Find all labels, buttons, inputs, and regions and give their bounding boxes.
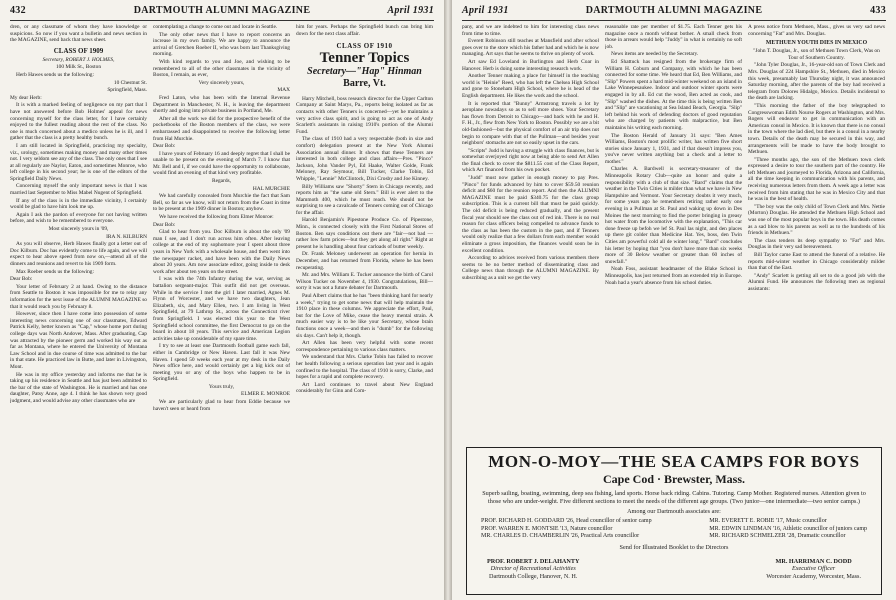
text-paragraph: Art saw Ed Loveland in Burlington and Herb Coar in Hanover. Herb is doing some interesting research work. (462, 58, 599, 72)
letter-salutation: Dear Bob: (10, 276, 33, 283)
text-paragraph: Your letter of February 2 at hand. Owing to the distance from Seattle to Boston it was impossible for me to relay any information for the next issue of the ALUMNI MAGAZINE so that it would reach you by February 8. (10, 283, 147, 310)
ad-associates-list (481, 518, 867, 541)
list-item: MR. EVERETT E. ROBIE '17, Music councillor (709, 518, 827, 524)
text-paragraph: Art Allen has been very helpful with some recent correspondence pertaining to various class matters. (296, 340, 433, 353)
text-paragraph: However, since then I have come into possession of some interesting news concerning one of our classmates, Edward Patrick Kelly, better known as "Cap," whose home port during college days was North Andover, Mass. After graduating, Cap was attracted by the pioneer germ and worked his way out as far as Montana, where he entered the University of Montana Law School and in due course of time was admitted to the bar in that state. He practiced law in Butte, and later in Livingston, Mont. (10, 311, 147, 370)
text-paragraph: The Boston Herald of January 31 says: "Ben Ames Williams, Boston's most prolific writer, has written five short stories since January 1, 1931, and if that doesn't impress you, you've never written anything but a check and a letter to mother." (605, 132, 742, 165)
letter-closing: Regards, (211, 178, 231, 185)
text-paragraph: I am still located in Springfield, practicing my specialty, viz., urology, sometimes making money and many other times not. I very seldom see any of the class. The only ones that I see at all regularly are Naylor, Eaton, and sometimes Monroe, who left college in his second year; he is one of the editors of the Springfield Daily News. (10, 142, 147, 182)
text-paragraph: As you will observe, Herb Hawes finally got a letter out of Doc Kilburn. Doc has evidently come to life again, and we will expect to hear above speed from now on,—attend all of the dinners and reunions and revert to his 1909 form. (10, 241, 147, 267)
ad-associates-intro: Among our Dartmouth associates are: (627, 508, 721, 515)
text-paragraph: Herb Hawes sends us the following: (16, 71, 95, 78)
camp-advertisement (466, 447, 882, 595)
director-name: MR. HARRIMAN C. DODD (775, 557, 852, 565)
text-paragraph: Glad to hear from you. Doc Kilburn is about the only '09 man I see, and I don't run across him often. After leaving college at the end of my sophomore year I spent about three years in New York with a wholesale house, and then went into the newspaper racket, and have been with the Daily News about 20 years. Am now associate editor, going inside to desk work after about ten years on the street. (153, 229, 290, 275)
letter-closing: Very sincerely yours, (198, 79, 245, 86)
text-paragraph: "Andy" Scarlett is getting all set to do a good job with the Alumni Fund. He announces the following men as regional assistants: (748, 272, 885, 292)
text-paragraph: The class of 1910 had a very respectable (both in size and comfort) delegation present at the New York Alumni Association annual dinner. It shows that these Tenners are interested in both college and class affairs—Pres. "Pinco" Jackson, John Vander Pyl, Ed Haake, Walter Golde, Frank Meloney, Ray Seymour, Bill Tucker, Clarke Tobin, Ed Whipple, "Lennie" McClintock, Dixi Crosby and Joe Kinney. (296, 136, 433, 182)
letter-closing: Most sincerely yours in '09, (48, 226, 109, 233)
text-paragraph: News items are needed by the Secretary. (611, 51, 699, 58)
text-paragraph: Bill Taylor came East to attend the funeral of a relative. He reports mid-winter weather in Chicago considerably milder than that of the East. (748, 252, 885, 272)
left-page-number: 432 (10, 5, 26, 16)
text-paragraph: The class tenders its deep sympathy to "Fat" and Mrs. Douglas in their very sad bereavement. (748, 237, 885, 251)
text-paragraph: him for years. Perhaps the Springfield bunch can bring him down for the next class affair. (296, 24, 433, 37)
left-column-2 (153, 24, 290, 594)
left-column-3 (296, 24, 433, 594)
ad-associates-right (709, 518, 867, 541)
letter-address: 10 Chestnut St. (113, 79, 147, 86)
text-paragraph: "The boy was the only child of Town Clerk and Mrs. Nettie (Morton) Douglas. He attended the Methuen High School and was one of the most popular boys in the town. His death comes as a sad blow to his parents as well as to the hundreds of his friends in Methuen." (748, 203, 885, 237)
ad-associates-left (481, 518, 652, 541)
text-paragraph: Dr. Frank Meloney underwent an operation for hernia in December, and has returned from Florida, where he has been recuperating. (296, 251, 433, 271)
director-title: Director of Recreational Activities (490, 565, 576, 573)
logo-class-line: CLASS OF 1910 (336, 42, 393, 51)
text-paragraph: We have received the following from Elmer Monroe: (159, 214, 274, 221)
text-paragraph: Max Roeber sends us the following: (16, 268, 95, 275)
text-paragraph: I have yours of February 16 and deeply regret that I shall be unable to be present on the evening of March 7. I know that Mr. Bell and I, if we could have the opportunity to collaborate, would find an evening of that kind very profitable. (153, 150, 290, 177)
letter-closing: Yours truly, (208, 383, 235, 390)
text-paragraph: Fred Laton, who has been with the Internal Revenue Department in Manchester, N. H., is leaving the department shortly and going into private business in Portland, Me. (153, 94, 290, 115)
text-paragraph: If any of the class is in the immediate vicinity, I certainly would be glad to have him look me up. (10, 197, 147, 211)
text-paragraph: Mr. and Mrs. William E. Tucker announce the birth of Carol Wilson Tucker on November 4, 1930. Congratulations, Bill—sorry it was not a future debater for Dartmouth. (296, 272, 433, 292)
list-item: MR. CHARLES D. CHAMBERLIN '26, Practical Arts councillor (481, 533, 640, 540)
text-paragraph: "John Tyler Douglas, Jr., 16-year-old son of Town Clerk and Mrs. Douglas of 224 Hampshire St., Methuen, died in Mexico this week, presumably last Thursday night, it was announced Saturday morning, after the parents of the boy had received a telegram from Dolores Hidalgo, Mexico. Details incidental to the death are lacking. (748, 62, 885, 102)
ad-director-1 (487, 558, 579, 581)
letter-salutation: My dear Herb: (10, 94, 42, 101)
text-paragraph: Billy Williams saw "Shorty" Stern in Chicago recently, and reports him as "the same old Stern." Bill is ever alert to the Mammoth 400, which he must reach. We should not be surprising to see a cavalcade of Tenners coming out of Chicago for the affair. (296, 183, 433, 216)
logo-secretary: Secretary—"Hap" Hinman (307, 65, 422, 77)
left-magazine-title: DARTMOUTH ALUMNI MAGAZINE (133, 5, 311, 16)
text-paragraph: "Three months ago, the son of the Methuen town clerk expressed a desire to tour the southern part of the country. He left Methuen and journeyed to Florida, Arizona and California, all the time keeping in communication with his parents, and receiving numerous letters from them. A week ago a letter was received from him stating that he was in Mexico City and that he was in the best of health. (748, 156, 885, 203)
letter-signature: MAX (277, 87, 290, 94)
text-paragraph: "Scripts" Judd is having a struggle with class finances, but is somewhat overjoyed right now at being able to send Art Allen the final check to cover the $811.55 cost of the Class Report, which Art financed from his own pocket. (462, 147, 599, 174)
right-column-2 (605, 24, 742, 442)
text-paragraph: pany, and we are indebted to him for interesting class news from time to time. (462, 24, 599, 37)
logo-place: Barre, Vt. (343, 77, 386, 89)
text-paragraph: After all the work we did for the prospective benefit of the pocketbooks of the Boston members of the class, we were embarrassed and disappointed to receive the following letter from Hal Murchie. (153, 115, 290, 142)
secretary-address: 100 Milk St., Boston (55, 64, 102, 71)
left-running-head (10, 5, 434, 19)
right-page (452, 0, 896, 600)
text-paragraph: With kind regards to you and Joe, and wishing to be remembered to all of the other classmates in the vicinity of Boston, I remain, as ever, (153, 58, 290, 79)
text-paragraph: We are particularly glad to hear from Eddie because we haven't seen or heard from (153, 399, 290, 412)
text-paragraph: Ed Shattuck has resigned from the brokerage firm of William H. Coburn and Company, with which he has been connected for some time. We heard that Ed, Ben Williams, and "Slip" Powers spent a hard mid-winter weekend on an island in Lake Winnepesaukee. Indoor and outdoor winter sports were engaged in by all. Ed cut the wood, Ben acted as cook, and "Slip" washed the dishes. At the time this is being written Ben and "Slip" are vacationing at Sea Island Beach, Georgia. "Slip" left behind his work of defending doctors of good reputation who are charged by patients with malpractice, but Ben maintains his writing each morning. (605, 58, 742, 131)
text-paragraph: "This morning the father of the boy telegraphed to Congresswoman Edith Nourse Rogers at Washington, and Mrs. Rogers will endeavor to get in communication with an American consul in Mexico. It is known that there is no consul in the town where the lad died, but there is a consul in a nearby town. Details of the death may be secured in this way, and arrangements will be made to have the body brought to Methuen. (748, 102, 885, 156)
text-paragraph: Art Lord continues to travel about New England considerably for Ginn and Com- (296, 381, 433, 395)
director-name: PROF. ROBERT J. DELAHANTY (487, 557, 580, 565)
text-paragraph: Charles A. Bardwell is secretary-treasurer of the Minneapolis Rotary Club—quite an honor and quite a responsibility with a club of that size. "Bard" claims that the weather in the Twin Cities is milder than what we have in New Hampshire and Vermont. Your Secretary doubts it very much, for some years ago he remembers retiring rather early one evening in a Pullman at St. Paul and waking up down in Des Moines the next morning to find the porter bringing in greasy hot water from the locomotive with the explanation, "This car done freeze up befoh we lef St. Paul las night, and den places up there git colder than Medicine Hat. Yes, boss, den Twin Cities am powerful cold all de winter long." "Bard" concludes his letter by hoping that "you don't have more than six weeks more of 30 Below weather or greater than 60 inches of snowfall." (605, 166, 742, 265)
text-paragraph: reasonable rate per member of $1.75. Each Tenner gets his magazine once a month without bother. A small check from those in arrears would help "Juddy" in what is certainly no soft job. (605, 24, 742, 50)
ad-title: MON-O-MOY—THE SEA CAMPS FOR BOYS (488, 452, 860, 471)
letter-signature: ELMER E. MONROE (241, 391, 290, 398)
ad-director-2 (766, 558, 861, 581)
letter-salutation: Dear Bob: (153, 143, 176, 150)
text-paragraph: I try to see at least one Dartmouth football game each fall, either in Cambridge or New Haven. Last fall it was New Haven. I spend 50 weeks each year at my desk in the Daily News office here, and would certainly get a big kick out of meeting you or any of the boys who happen to be in Springfield. (153, 343, 290, 383)
letter-signature: HAL MURCHIE (252, 185, 290, 192)
right-magazine-title: DARTMOUTH ALUMNI MAGAZINE (585, 5, 763, 16)
text-paragraph: Concerning myself the only important news is that I was married last September to Miss Mabel Nugent of Springfield. (10, 183, 147, 197)
list-item: MR. RICHARD SCHMELZER '28, Dramatic councillor (709, 533, 846, 540)
list-item: PROF. RICHARD H. GODDARD '26, Head councillor of senior camp (481, 518, 652, 524)
text-paragraph: We understand that Mrs. Clarke Tobin has failed to recover her health following a serious operation last year and is again confined to the hospital. The class of 1910 is sorry, Clarke, and hopes for a rapid and complete recovery. (296, 354, 433, 381)
ad-directors (487, 558, 861, 581)
text-paragraph: Everett Robinson still teaches at Mansfield and after school goes over to the store which his father had and which he is now managing. Art says that he seems to thrive on plenty of work. (462, 38, 599, 58)
text-paragraph: Harold Benjamin's Pipestone Produce Co. of Pipestone, Minn., is connected closely with the First National Stores of Boston. Ben says conditions out there are "fair—not bad —rather low farm prices—but they get along all right." Right at present he is handling about four carloads of butter weekly. (296, 217, 433, 250)
text-paragraph: I was with the 74th Infantry during the war, serving as battalion sergeant-major. This outfit did not get overseas. While in the service I met the girl I later married, Agnes M. Flynn of Worcester, and we have two daughters, Jean Elizabeth, six, and Mary Ellen, two. I am living in West Springfield, at 79 Lathrop St., across the Connecticut river from Springfield. I was elected this year to the West Springfield school committee, the first Democrat to go on the board in about 18 years. This service and American Legion activities take up considerable of my spare time. (153, 276, 290, 342)
text-paragraph: dren, or any classmate of whom they have knowledge or suspicions. So now if you want a bulletin and news section in the MAGAZINE, send back that news sheet. (10, 24, 147, 44)
text-paragraph: "Judd" must now gather in enough money to pay Pres. "Pinco" for funds advanced by him to cover $59.50 reunion deficit and $60 for the reunion report. And then the ALUMNI MAGAZINE must be paid $340.75 for the class group subscription. This is a current bill that must be paid quickly. The old deficit is being reduced gradually, and the present fiscal year should see the class out of red ink. There is no real reason for class officers being compelled to advance funds to the class as has been the custom in the past, and if Tenners would only realize that a few dollars from each member would eliminate a gross imposition, the finances would soon be in excellent condition. (462, 175, 599, 254)
left-page (0, 0, 444, 600)
text-paragraph: Noah Foss, assistant headmaster of the Blake School in Minneapolis, has just returned from an extended trip in Europe. Noah had a year's absence from his school duties. (605, 266, 742, 286)
left-column-1 (10, 24, 147, 594)
text-paragraph: He was in my office yesterday and informs me that he is taking up his residence in Seattle and has just been admitted to the bar of the state of Washington. He is married and has one daughter, Patsy Anne, age 4. I think he has shown very good judgment, and would advise any other classmates who are (10, 371, 147, 404)
ad-booklet-note: Send for Illustrated Booklet to the Directors (619, 543, 729, 551)
letter-signature: IRA N. KILBURN (106, 233, 147, 240)
logo-title: Tenner Topics (319, 49, 410, 66)
text-paragraph: The only other news that I have to report concerns an increase in my own family. We are happy to announce the arrival of Gretchen Roeber II, who was born last Thanksgiving morning. (153, 31, 290, 58)
page-gutter (444, 0, 452, 600)
text-paragraph: Another Tenner making a place for himself in the teaching world is "Heinie" Reed, who has left the Chelsea High School and gone to Stoneham High School, where he is head of the English department. He likes the work and the school. (462, 73, 599, 99)
right-column-1 (462, 24, 599, 442)
news-headline: METHUEN YOUTH DIES IN MEXICO (765, 40, 868, 47)
left-head-rule (10, 20, 434, 21)
text-paragraph: It is reported that "Bunny" Armstrong travels a lot by aeroplane nowadays so as to sell more shoes. Your Secretary has flown from Detroit to Chicago—and back with he and H. F. H., Jr., flew from New York to Boston. Possibly we are a bit old-fashioned—but the physical comfort of an air trip does not begin to compare with that of the Pullman—and besides your neighbors' stomachs are not so easily upset in the cars. (462, 100, 599, 147)
text-paragraph: According to advices received from various members there seems to be no better method of disseminating class and College news than through the ALUMNI MAGAZINE. By subscribing as a unit we get the very (462, 255, 599, 281)
tenner-topics-logo (296, 43, 433, 90)
list-item: PROF. WARREN E. MONTSIE '13, Nature councillor (481, 525, 613, 532)
right-head-rule (462, 20, 886, 21)
letter-salutation: Dear Bob: (153, 221, 176, 228)
director-address: Dartmouth College, Hanover, N. H. (489, 572, 578, 580)
ad-description: Superb sailing, boating, swimming, deep sea fishing, land sports. Horse back riding. Cabins. Tutoring. Camp Mother. Registered nurses. Attention given to those who are under-weight. Five different sections to meet the needs of the different age groups. (Two junior—one intermediate—two senior camps.) (482, 490, 866, 505)
right-running-head (462, 5, 886, 19)
left-issue-date: April 1931 (387, 5, 434, 16)
text-paragraph: Paul Albert claims that he has "been thinking hard for nearly a week," trying to get some news that will help maintain the 1910 place in these columns. We appreciate the effort, Paul, but for the Love of Mike, cease the heavy mental strain. A much easier way is to be like your Secretary, whose brain functions once a week—and then is "dumb" for the following six days. Can't help it, though. (296, 293, 433, 339)
right-issue-date: April 1931 (462, 5, 509, 16)
right-column-3 (748, 24, 885, 442)
news-subhead: "John T. Douglas, Jr., son of Methuen Town Clerk, Was on Tour of Southern Country. (753, 48, 880, 61)
text-paragraph: Harry Mitchell, boss research director for the Upper Carlton Company at Saint Marys, Pa., reports being isolated as far as contacts with other Tenners is concerned—yet he maintains a very active class spirit, and is going to act as one of Andy Scarlett's assistants in raising 1910's portion of the Alumni Fund. (296, 95, 433, 135)
text-paragraph: A press notice from Methuen, Mass., gives us very sad news concerning "Fat" and Mrs. Douglas. (748, 24, 885, 37)
text-paragraph: We had carefully concealed from Murchie the fact that Sam Bell, so far as we know, will not return from the Coast in time to be present at the 1909 dinner in Boston; anyhow. (153, 193, 290, 213)
text-paragraph: Again I ask the pardon of everyone for not having written before, and wish to be remembered to everyone. (10, 211, 147, 225)
secretary-line: Secretary, ROBERT J. HOLMES, (42, 56, 115, 63)
text-paragraph: It is with a marked feeling of negligence on my part that I have not answered before Bob Holmes' appeal for news concerning myself for the class letter, for I have certainly enjoyed to the fullest reading about the rest of the class. No one is much concerned about a medico unless he is ill, and I gather that the class is a pretty healthy bunch. (10, 102, 147, 142)
list-item: MR. EDWIN LINDMAN '16, Athletic councillor of juniors camp (709, 525, 867, 532)
ad-subtitle: Cape Cod · Brewster, Mass. (603, 472, 745, 486)
director-address: Worcester Academy, Worcester, Mass. (766, 572, 861, 580)
director-title: Executive Officer (792, 565, 836, 573)
letter-address: Springfield, Mass. (107, 87, 147, 94)
text-paragraph: contemplating a change to come out and locate in Seattle. (153, 24, 278, 30)
class-heading: CLASS OF 1909 (53, 46, 104, 55)
right-page-number: 433 (870, 5, 886, 16)
